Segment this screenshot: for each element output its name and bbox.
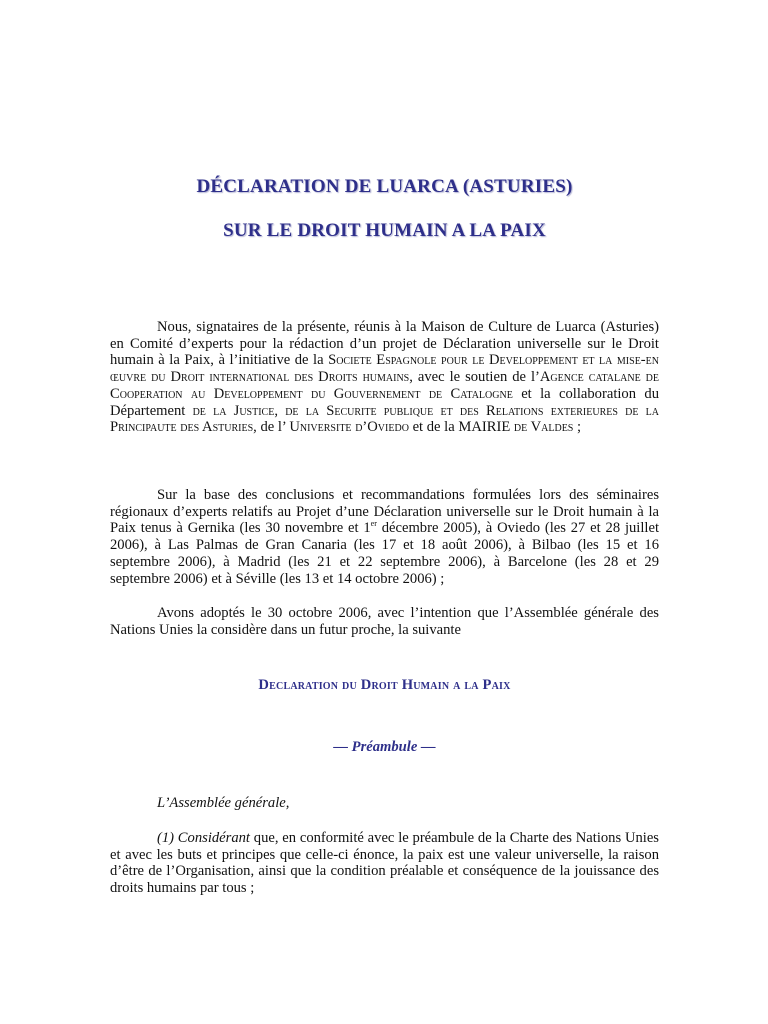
document-page — [110, 0, 659, 1024]
intro-text-c: , avec le soutien de l’ — [409, 369, 540, 386]
seminars-text-a: Sur la base des conclusions et recommandations formulées lors des séminaires régionaux d’experts relatifs au Projet d’une Déclaration universelle sur le Droit humain à la Paix tenus à Gernika (les 30 novembre et 1 — [110, 487, 659, 537]
considerant-text: que, en conformité avec le préambule de la Charte des Nations Unies et avec les buts et principes que celle-ci énonce, la paix est une valeur universelle, la raison d’être de l’Organisation, ainsi que la condition préalable et conséquence de la jouissance des droits humains par tous ; — [110, 830, 659, 897]
intro-text-a: Nous, signataires de la présente, réunis à la Maison de Culture de Luarca (Asturies) en Comité d’experts pour la rédaction d’un projet de Déclaration universelle sur le Droit humain à la Paix, à l’initiative de la — [110, 319, 659, 369]
intro-org-department: de la Justice, de la Securite publique et des Relations exterieures de la Principaute des Asturies — [110, 402, 659, 436]
considerant-paragraph — [110, 830, 659, 897]
document-title-line1 — [110, 176, 659, 198]
intro-org-society: Societe Espagnole pour le Developpement et la mise-en œuvre du Droit international des Droits humains — [110, 352, 659, 386]
intro-org-university: Universite d’Oviedo — [289, 419, 409, 436]
intro-org-agency: Agence catalane de Cooperation au Developpement du Gouvernement de Catalogne — [110, 369, 659, 402]
seminars-superscript: er — [370, 519, 377, 529]
assembly-label: L’Assemblée générale, — [157, 795, 290, 811]
document-title-line2 — [110, 220, 659, 242]
intro-text-k: ; — [573, 419, 582, 436]
preamble-heading: — Préambule — — [333, 739, 436, 755]
title-line2-text: SUR LE DROIT HUMAIN A LA PAIX — [223, 220, 546, 241]
seminars-text-b: décembre 2005), à Oviedo (les 27 et 28 juillet 2006), à Las Palmas de Gran Canaria (les 17 et 18 août 2006), à Bilbao (les 15 et 16 septembre 2006), à Madrid (les 21 et 22 septembre 2006), à Barcelone (les 28 et 29 septembre 2006) et à Séville (les 13 et 14 octobre 2006) ; — [110, 520, 659, 587]
considerant-lead: (1) Considérant — [157, 830, 250, 846]
intro-paragraph — [110, 319, 659, 436]
intro-text-g: , de l’ — [253, 419, 290, 436]
title-line1-text: DÉCLARATION DE LUARCA (ASTURIES) — [196, 176, 573, 197]
declaration-section-title: Declaration du Droit Humain a la Paix — [258, 677, 511, 693]
intro-text-i: et de la MAIRIE — [408, 419, 514, 436]
intro-text-e: et la collaboration du Département — [110, 385, 660, 419]
adoption-paragraph: Avons adoptés le 30 octobre 2006, avec l’intention que l’Assemblée générale des Nations Unies la considère dans un futur proche, la suivante — [110, 605, 659, 638]
intro-org-valdes: de Valdes — [513, 419, 574, 436]
seminars-paragraph — [110, 487, 659, 587]
